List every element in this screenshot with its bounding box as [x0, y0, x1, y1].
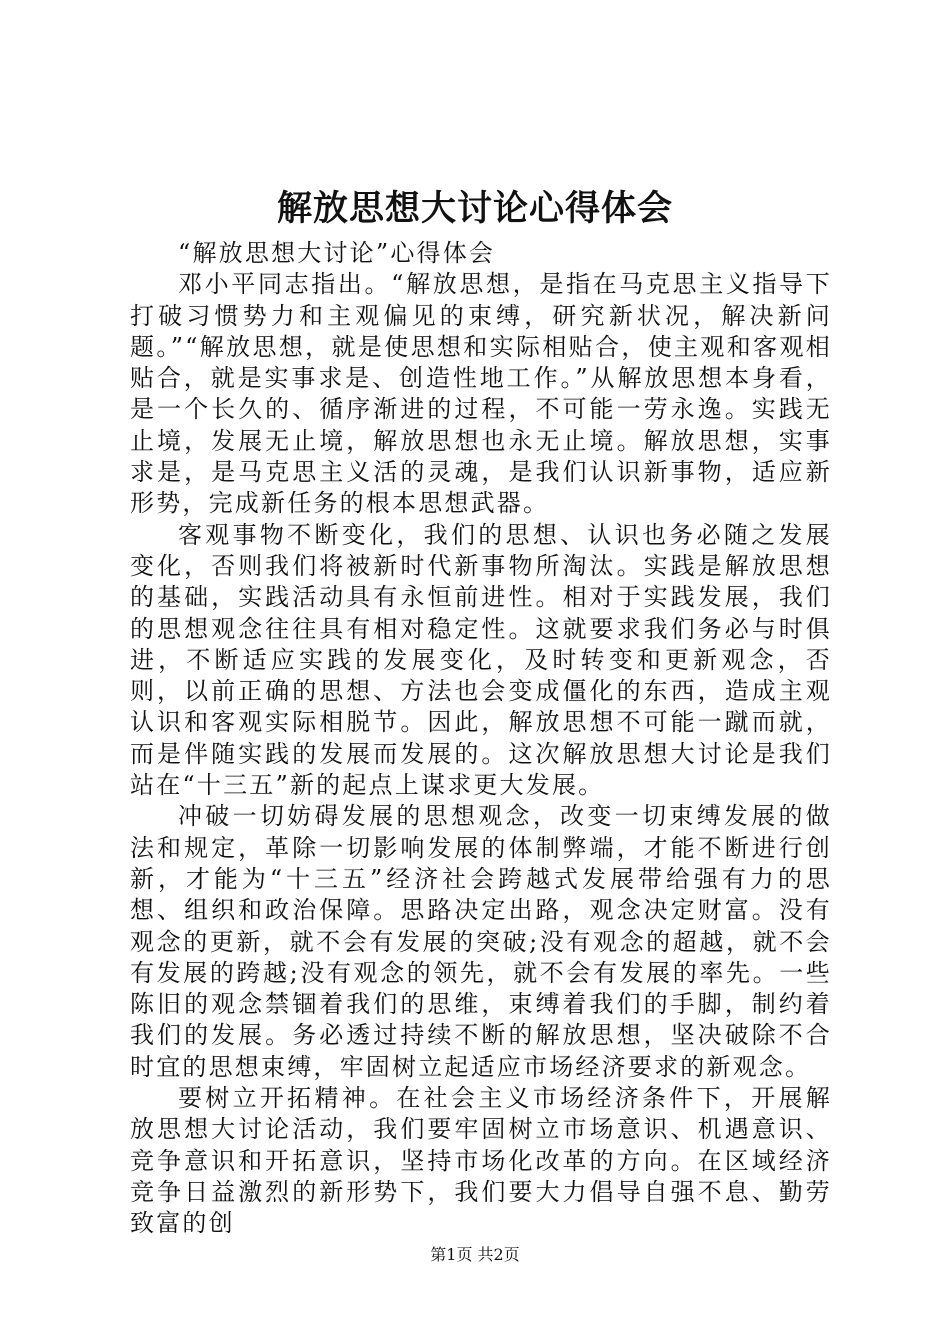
body-paragraph: 邓小平同志指出。“解放思想，是指在马克思主义指导下打破习惯势力和主观偏见的束缚，研究新状况，解决新问题。”“解放思想，就是使思想和实际相贴合，使主观和客观相贴合，就是实事求是、创造性地工作。”从解放思想本身看，是一个长久的、循序渐进的过程，不可能一劳永逸。实践无止境，发展无止境，解放思想也永无止境。解放思想，实事求是，是马克思主义活的灵魂，是我们认识新事物，适应新形势，完成新任务的根本思想武器。 [130, 270, 832, 518]
body-paragraph: 要树立开拓精神。在社会主义市场经济条件下，开展解放思想大讨论活动，我们要牢固树立市场意识、机遇意识、竞争意识和开拓意识，坚持市场化改革的方向。在区域经济竞争日益激烈的新形势下，我们要大力倡导自强不息、勤劳致富的创 [130, 1084, 832, 1238]
document-title: 解放思想大讨论心得体会 [276, 188, 673, 229]
body-paragraph: 客观事物不断变化，我们的思想、认识也务必随之发展变化，否则我们将被新时代新事物所淘汰。实践是解放思想的基础，实践活动具有永恒前进性。相对于实践发展，我们的思想观念往往具有相对稳定性。这就要求我们务必与时俱进，不断适应实践的发展变化，及时转变和更新观念，否则，以前正确的思想、方法也会变成僵化的东西，造成主观认识和客观实际相脱节。因此，解放思想不可能一蹴而就，而是伴随实践的发展而发展的。这次解放思想大讨论是我们站在“十三五”新的起点上谋求更大发展。 [130, 520, 832, 800]
page-number-footer: 第1页 共2页 [430, 1245, 520, 1264]
subtitle-paragraph: “解放思想大讨论”心得体会 [178, 239, 496, 267]
body-paragraph: 冲破一切妨碍发展的思想观念，改变一切束缚发展的做法和规定，革除一切影响发展的体制弊端，才能不断进行创新，才能为“十三五”经济社会跨越式发展带给强有力的思想、组织和政治保障。思路决定出路，观念决定财富。没有观念的更新，就不会有发展的突破;没有观念的超越，就不会有发展的跨越;没有观念的领先，就不会有发展的率先。一些陈旧的观念禁锢着我们的思维，束缚着我们的手脚，制约着我们的发展。务必透过持续不断的解放思想，坚决破除不合时宜的思想束缚，牢固树立起适应市场经济要求的新观念。 [130, 802, 832, 1081]
document-body [130, 238, 832, 1240]
